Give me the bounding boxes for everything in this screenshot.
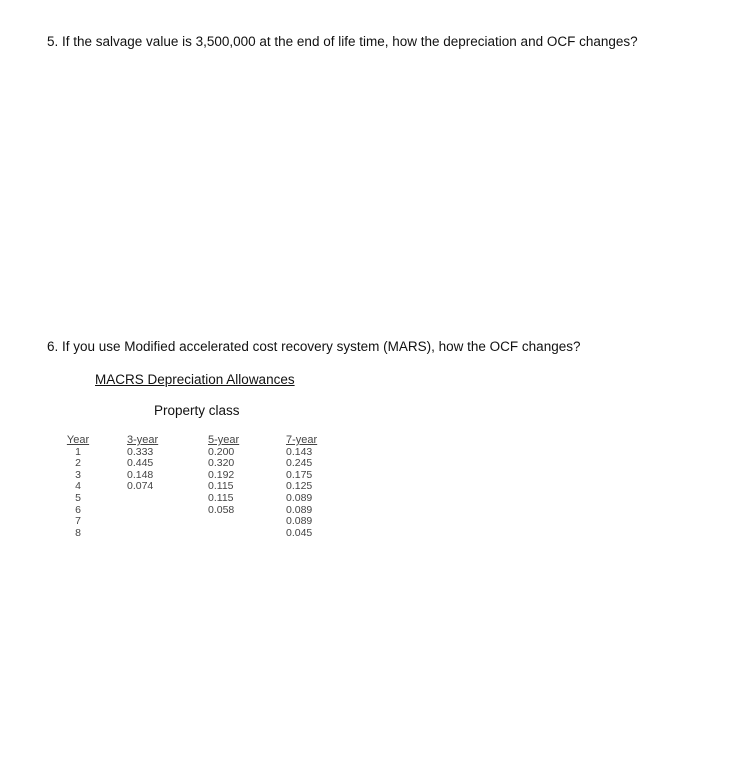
table-cell: 0.148 bbox=[127, 468, 154, 481]
table-cell: 0.143 bbox=[286, 445, 313, 458]
seven-year-column bbox=[286, 435, 317, 539]
column-header-5-year: 5-year bbox=[208, 434, 240, 446]
five-year-column bbox=[208, 435, 239, 516]
table-cell: 7 bbox=[75, 515, 81, 528]
table-cell: 0.058 bbox=[208, 503, 235, 516]
table-cell: 0.245 bbox=[286, 457, 313, 470]
table-cell: 0.115 bbox=[208, 480, 234, 493]
table-cell: 0.089 bbox=[286, 491, 313, 504]
table-cell: 0.445 bbox=[127, 457, 154, 470]
table-cell: 0.125 bbox=[286, 480, 313, 493]
table-cell: 0.333 bbox=[127, 445, 154, 458]
table-cell: 5 bbox=[75, 491, 81, 504]
table-cell: 2 bbox=[75, 457, 81, 470]
table-cell: 0.089 bbox=[286, 515, 313, 528]
table-cell: 0.115 bbox=[208, 491, 234, 504]
column-header-3-year: 3-year bbox=[127, 434, 159, 446]
year-column bbox=[66, 435, 90, 539]
table-cell: 0.045 bbox=[286, 526, 313, 539]
table-cell: 3 bbox=[75, 468, 81, 481]
table-cell: 0.074 bbox=[127, 480, 154, 493]
table-cell: 4 bbox=[75, 480, 81, 493]
table-cell: 0.320 bbox=[208, 457, 235, 470]
table-cell: 8 bbox=[75, 526, 81, 539]
column-header-year: Year bbox=[66, 434, 90, 446]
table-cell: 0.175 bbox=[286, 468, 313, 481]
question-5: 5. If the salvage value is 3,500,000 at the end of life time, how the depreciation and OCF changes? bbox=[47, 34, 638, 49]
table-cell: 0.200 bbox=[208, 445, 235, 458]
table-subtitle: Property class bbox=[154, 403, 240, 418]
table-title: MACRS Depreciation Allowances bbox=[95, 372, 295, 387]
table-cell: 0.192 bbox=[208, 468, 235, 481]
three-year-column bbox=[127, 435, 158, 493]
table-cell: 1 bbox=[75, 445, 81, 458]
column-header-7-year: 7-year bbox=[286, 434, 318, 446]
table-cell: 6 bbox=[75, 503, 81, 516]
table-cell: 0.089 bbox=[286, 503, 313, 516]
question-6: 6. If you use Modified accelerated cost recovery system (MARS), how the OCF changes? bbox=[47, 339, 581, 354]
